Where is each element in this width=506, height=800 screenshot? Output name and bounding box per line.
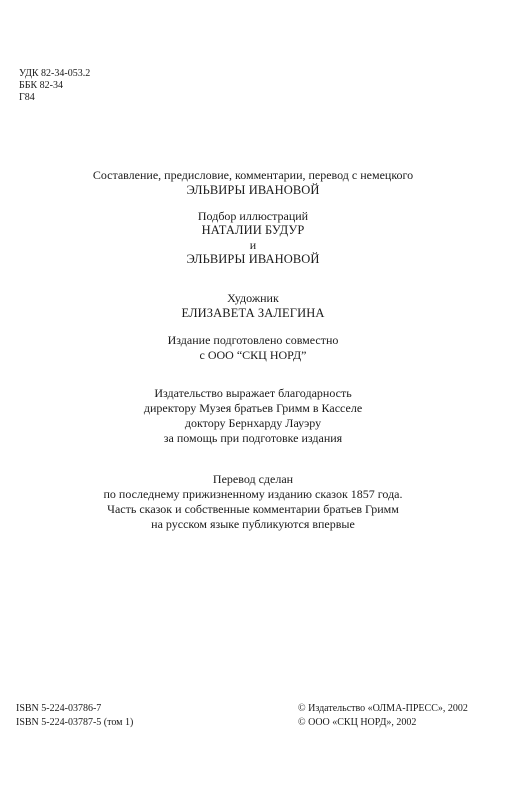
- thanks-line-4: за помощь при подготовке издания: [163, 431, 343, 445]
- author-sign: Г84: [19, 92, 35, 103]
- illustrations-credit-name-2: ЭЛЬВИРЫ ИВАНОВОЙ: [186, 252, 320, 266]
- copyright-block: [298, 702, 468, 730]
- thanks-line-3: доктору Бернхарду Лауэру: [184, 416, 322, 430]
- joint-edition-line-1: Издание подготовлено совместно: [167, 333, 339, 347]
- translation-note-line-4: на русском языке публикуются впервые: [151, 517, 355, 531]
- thanks-line-2: директору Музея братьев Гримм в Касселе: [143, 401, 363, 415]
- illustrations-credit-conjunction: и: [249, 238, 257, 252]
- artist-credit-name: ЕЛИЗАВЕТА ЗАЛЕГИНА: [181, 306, 325, 320]
- udk-code: УДК 82-34-053.2: [19, 68, 91, 79]
- copyright-line-2: © ООО «СКЦ НОРД», 2002: [298, 717, 417, 728]
- isbn-line-1: ISBN 5-224-03786-7: [16, 703, 102, 714]
- compilation-credit-line: Составление, предисловие, комментарии, перевод с немецкого: [92, 168, 414, 182]
- illustrations-credit-name-1: НАТАЛИИ БУДУР: [201, 223, 305, 237]
- thanks-line-1: Издательство выражает благодарность: [154, 386, 352, 400]
- classification-codes: [19, 68, 90, 104]
- isbn-block: [16, 702, 133, 730]
- translation-note-line-2: по последнему прижизненному изданию сказок 1857 года.: [103, 487, 403, 501]
- illustrations-credit-line: Подбор иллюстраций: [197, 209, 309, 223]
- compilation-credit-name: ЭЛЬВИРЫ ИВАНОВОЙ: [186, 183, 320, 197]
- translation-note-line-3: Часть сказок и собственные комментарии братьев Гримм: [107, 502, 399, 516]
- translation-note-line-1: Перевод сделан: [212, 472, 294, 486]
- joint-edition-line-2: с ООО “СКЦ НОРД”: [199, 348, 307, 362]
- artist-credit-line: Художник: [227, 291, 279, 305]
- copyright-line-1: © Издательство «ОЛМА-ПРЕСС», 2002: [298, 703, 468, 714]
- bbk-code: ББК 82-34: [19, 80, 63, 91]
- isbn-line-2: ISBN 5-224-03787-5 (том 1): [16, 717, 134, 728]
